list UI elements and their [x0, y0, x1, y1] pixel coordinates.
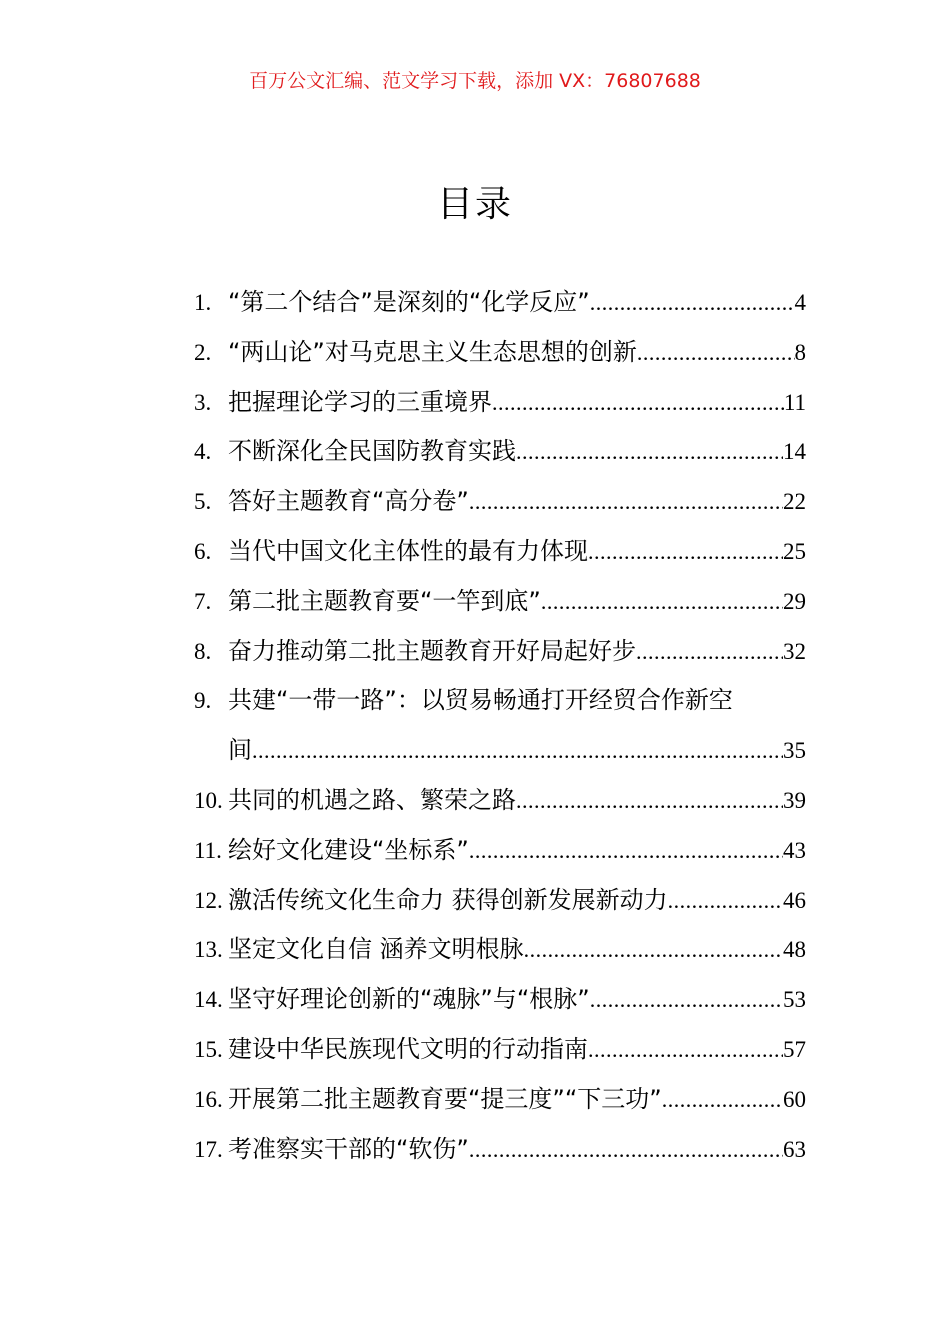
toc-entry-line: [228, 577, 806, 627]
toc-entry-title: 不断深化全民国防教育实践: [228, 437, 516, 466]
toc-entry-page-number: 32: [783, 638, 806, 664]
toc-entry[interactable]: [194, 676, 806, 776]
toc-entry-line: [228, 627, 806, 677]
dot-leader: [636, 627, 783, 677]
toc-entry[interactable]: [194, 925, 806, 975]
toc-entry[interactable]: [194, 328, 806, 378]
toc-entry-body: [228, 477, 806, 527]
toc-entry-body: [228, 676, 806, 776]
toc-entry[interactable]: [194, 1075, 806, 1125]
toc-entry-line: [228, 876, 806, 926]
toc-entry-title: 第二批主题教育要“一竿到底”: [228, 586, 541, 615]
toc-entry-title: 坚守好理论创新的“魂脉”与“根脉”: [228, 985, 590, 1014]
toc-entry-line: [228, 776, 806, 826]
toc-entry-page-number: 4: [794, 290, 806, 315]
toc-entry[interactable]: [194, 527, 806, 577]
toc-entry-page-number: 8: [794, 339, 806, 365]
toc-entry-number: 12.: [194, 887, 223, 913]
dot-leader: [541, 577, 783, 627]
toc-entry-number: 13.: [194, 937, 223, 963]
toc-entry[interactable]: [194, 627, 806, 677]
toc-entry-title: 坚定文化自信 涵养文明根脉: [228, 935, 524, 964]
dot-leader: [662, 1075, 783, 1125]
dot-leader: [668, 876, 783, 926]
toc-entry-body: [228, 876, 806, 926]
toc-entry-body: [228, 577, 806, 627]
dot-leader: [469, 477, 783, 527]
toc-entry-body: [228, 328, 806, 378]
table-of-contents: [194, 278, 806, 1174]
toc-entry-number: 6.: [194, 538, 212, 564]
toc-entry-body: [228, 925, 806, 975]
toc-entry[interactable]: [194, 577, 806, 627]
toc-entry-line: [228, 527, 806, 577]
toc-entry-page-number: 14: [783, 439, 806, 465]
toc-entry-body: [228, 826, 806, 876]
toc-entry-title: 间: [228, 736, 252, 765]
dot-leader: [590, 975, 783, 1025]
toc-entry-title: 考准察实干部的“软伤”: [228, 1134, 469, 1163]
dot-leader: [492, 378, 784, 428]
toc-entry-title: 开展第二批主题教育要“提三度”“下三功”: [228, 1084, 662, 1113]
toc-entry-line: [228, 676, 806, 726]
dot-leader: [469, 826, 783, 876]
toc-entry-number: 9.: [194, 688, 212, 714]
toc-entry-title: 建设中华民族现代文明的行动指南: [228, 1034, 588, 1063]
toc-entry-line: [228, 1025, 806, 1075]
toc-entry[interactable]: [194, 1025, 806, 1075]
toc-entry-page-number: 60: [783, 1086, 806, 1112]
toc-entry[interactable]: [194, 427, 806, 477]
toc-entry-line: [228, 1075, 806, 1125]
toc-entry-line: [228, 1125, 806, 1175]
toc-entry-body: [228, 1025, 806, 1075]
toc-entry[interactable]: [194, 826, 806, 876]
dot-leader: [588, 1025, 783, 1075]
toc-entry-title: 当代中国文化主体性的最有力体现: [228, 536, 588, 565]
toc-entry-number: 11.: [194, 837, 222, 863]
toc-entry[interactable]: [194, 477, 806, 527]
toc-entry-line: [228, 975, 806, 1025]
toc-entry-number: 8.: [194, 638, 212, 664]
toc-entry-line: [228, 925, 806, 975]
toc-entry-page-number: 48: [783, 937, 806, 963]
toc-entry-page-number: 43: [783, 837, 806, 863]
toc-entry-title: 共建“一带一路”：以贸易畅通打开经贸合作新空: [228, 686, 733, 715]
toc-entry-line: [228, 477, 806, 527]
toc-entry[interactable]: [194, 975, 806, 1025]
toc-entry-number: 4.: [194, 439, 212, 465]
toc-entry-body: [228, 627, 806, 677]
toc-entry-body: [228, 527, 806, 577]
toc-entry-page-number: 22: [783, 489, 806, 515]
toc-entry-title: 答好主题教育“高分卷”: [228, 487, 469, 516]
toc-entry-title: 共同的机遇之路、繁荣之路: [228, 785, 516, 814]
toc-entry-line: [228, 278, 806, 328]
toc-entry-line: [228, 826, 806, 876]
toc-entry-page-number: 46: [783, 887, 806, 913]
toc-entry[interactable]: [194, 378, 806, 428]
dot-leader: [516, 776, 783, 826]
toc-entry-number: 2.: [194, 339, 212, 365]
toc-entry[interactable]: [194, 1125, 806, 1175]
dot-leader: [469, 1125, 783, 1175]
toc-entry-number: 3.: [194, 389, 212, 415]
toc-entry-body: [228, 1125, 806, 1175]
toc-entry-number: 7.: [194, 588, 212, 614]
dot-leader: [516, 427, 783, 477]
toc-entry-title: 绘好文化建设“坐标系”: [228, 835, 469, 864]
toc-entry-number: 15.: [194, 1036, 223, 1062]
toc-entry-page-number: 35: [783, 738, 806, 764]
toc-entry-number: 1.: [194, 290, 212, 315]
toc-entry-number: 16.: [194, 1086, 223, 1112]
dot-leader: [524, 925, 783, 975]
dot-leader: [252, 726, 783, 776]
toc-entry-body: [228, 776, 806, 826]
toc-entry-body: [228, 278, 806, 328]
toc-entry-number: 17.: [194, 1136, 223, 1162]
toc-entry-title: 激活传统文化生命力 获得创新发展新动力: [228, 885, 668, 914]
toc-entry-page-number: 39: [783, 787, 806, 813]
toc-entry[interactable]: [194, 776, 806, 826]
dot-leader: [637, 328, 795, 378]
toc-entry-body: [228, 378, 806, 428]
toc-entry-page-number: 29: [783, 588, 806, 614]
toc-entry-page-number: 53: [783, 987, 806, 1013]
toc-entry-number: 5.: [194, 489, 212, 515]
toc-entry-title: 把握理论学习的三重境界: [228, 387, 492, 416]
toc-entry-number: 10.: [194, 787, 223, 813]
toc-entry-page-number: 63: [783, 1136, 806, 1162]
toc-entry-line: [228, 328, 806, 378]
toc-entry-page-number: 11: [783, 389, 806, 415]
toc-entry-title: “两山论”对马克思主义生态思想的创新: [228, 337, 637, 366]
toc-entry-line: [228, 726, 806, 776]
toc-entry-body: [228, 427, 806, 477]
header-contact-banner: 百万公文汇编、范文学习下载，添加 VX：76807688: [249, 70, 701, 92]
toc-entry[interactable]: [194, 876, 806, 926]
toc-entry-title: 奋力推动第二批主题教育开好局起好步: [228, 636, 636, 665]
toc-entry-body: [228, 975, 806, 1025]
toc-entry-title: “第二个结合”是深刻的“化学反应”: [228, 288, 590, 316]
dot-leader: [588, 527, 783, 577]
page-title: 目录: [436, 184, 513, 225]
dot-leader: [590, 278, 795, 328]
toc-entry-page-number: 25: [783, 538, 806, 564]
toc-entry-number: 14.: [194, 987, 223, 1013]
toc-entry-page-number: 57: [783, 1036, 806, 1062]
toc-entry-body: [228, 1075, 806, 1125]
toc-entry-line: [228, 427, 806, 477]
toc-entry[interactable]: [194, 278, 806, 328]
toc-entry-line: [228, 378, 806, 428]
